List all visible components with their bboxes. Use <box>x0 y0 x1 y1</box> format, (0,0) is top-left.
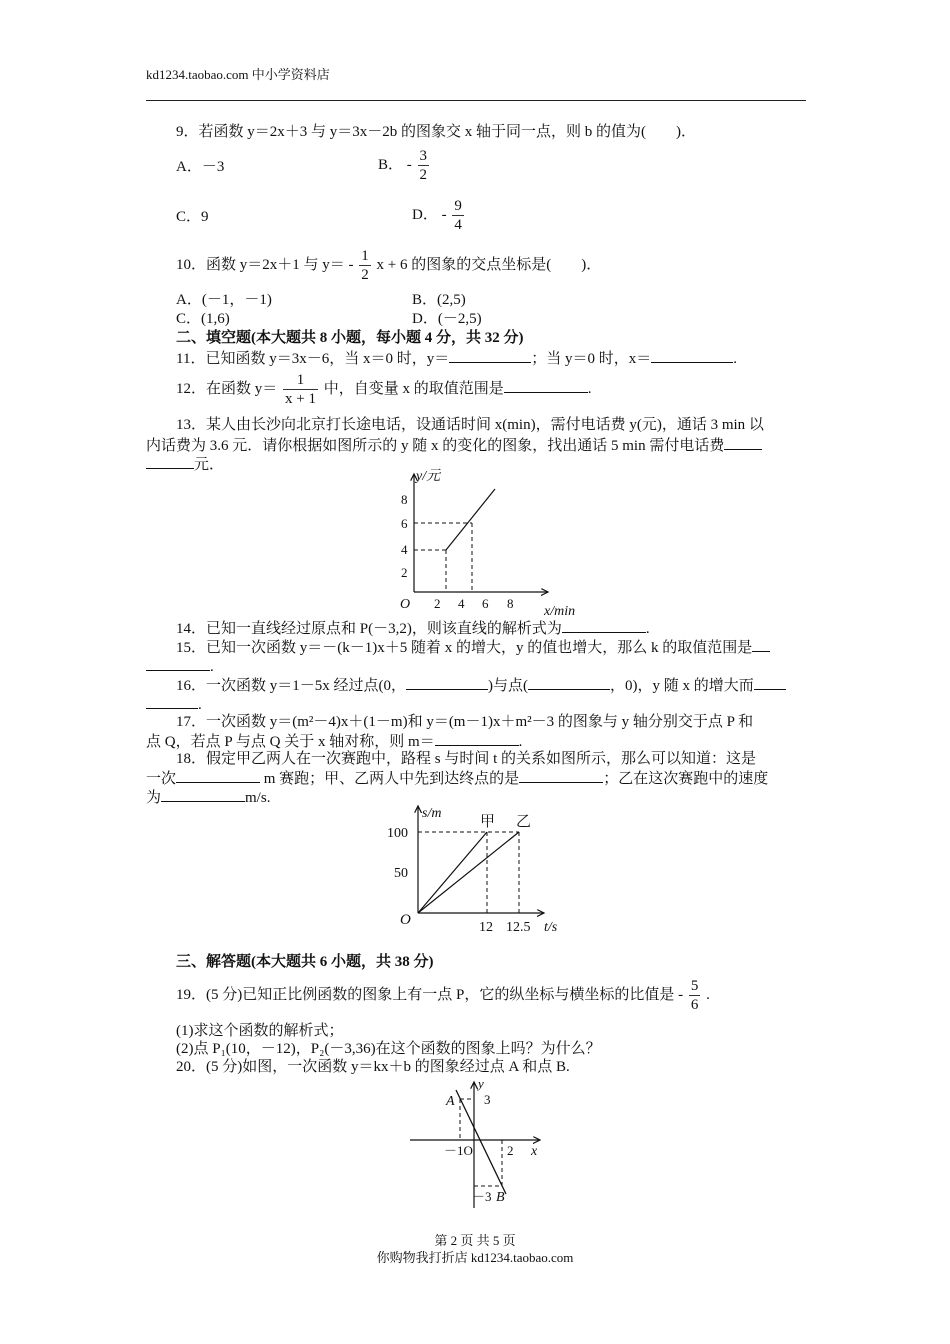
series-yi-label: 乙 <box>516 814 532 830</box>
q19-fraction <box>689 977 701 1014</box>
q16-blank-2[interactable] <box>528 675 610 690</box>
q12-blank[interactable] <box>504 378 588 393</box>
x-tick-6: 6 <box>482 596 489 611</box>
q15-line1 <box>176 637 770 657</box>
x-axis-label: t/s <box>544 920 558 935</box>
graph-race <box>384 800 584 938</box>
q18-line2a: 一次 <box>146 771 177 787</box>
q17-line2b: . <box>518 734 523 750</box>
q16-d: . <box>198 697 202 713</box>
q15-blank-b[interactable] <box>146 656 210 671</box>
q9-b-den: 2 <box>419 167 428 184</box>
y-tick-50: 50 <box>394 866 408 881</box>
q18-line3 <box>146 787 270 807</box>
y-tick-2: 2 <box>401 565 408 580</box>
q18-blank-2[interactable] <box>519 768 603 783</box>
q13-blank-a[interactable] <box>724 435 762 450</box>
label-minus-3: －3 <box>472 1189 492 1204</box>
x-tick-12-5: 12.5 <box>506 920 531 935</box>
q13-line2 <box>146 435 762 455</box>
q14-a: 14．已知一直线经过原点和 P(－3,2)，则该直线的解析式为 <box>176 621 562 637</box>
q19-end: . <box>706 987 710 1003</box>
y-axis-label: y/元 <box>416 469 441 484</box>
q17-line2 <box>146 731 522 751</box>
header-rule <box>146 100 806 101</box>
series-yi-line <box>418 832 519 913</box>
q11 <box>176 348 737 368</box>
footer-page: 第 2 页 共 5 页 <box>434 1233 516 1248</box>
q9-b-fraction <box>418 147 430 184</box>
q10-fraction <box>359 247 371 284</box>
q18-line2c: ；乙在这次赛跑中的速度 <box>603 771 769 787</box>
q18-line2 <box>146 768 768 788</box>
series-jia-label: 甲 <box>480 814 496 830</box>
q12 <box>176 369 592 409</box>
q19-part2: (2)点 P₁(10，－12)，P₂(－3,36)在这个函数的图象上吗？为什么？ <box>176 1041 601 1057</box>
graph-phone-cost <box>390 466 590 618</box>
origin-label: O <box>400 912 411 928</box>
q18-line1: 18．假定甲乙两人在一次赛跑中，路程 s 与时间 t 的关系如图所示，那么可以知道：这是 <box>176 751 757 767</box>
q9-d-num: 9 <box>454 198 462 215</box>
header-shop: kd1234.taobao.com 中小学资料店 <box>146 67 330 82</box>
q16-b: )与点( <box>488 678 528 694</box>
y-axis-label: s/m <box>422 806 442 821</box>
label-2: 2 <box>507 1143 514 1158</box>
q15-line2 <box>146 656 214 676</box>
q9-d-prefix: D． - <box>412 207 447 223</box>
q10-stem-a: 10．函数 y＝2x＋1 与 y＝ - <box>176 257 354 273</box>
series-jia-line <box>418 832 487 913</box>
y-axis-label: y <box>478 1076 484 1091</box>
q12-den: x + 1 <box>285 391 316 408</box>
y-tick-4: 4 <box>401 542 408 557</box>
q10-option-b: B．(2,5) <box>412 292 466 308</box>
q14-blank[interactable] <box>562 618 646 633</box>
q13-line3-text: 元． <box>194 457 225 473</box>
q12-b: 中，自变量 x 的取值范围是 <box>323 381 504 397</box>
q18-line3b: m/s. <box>245 790 271 806</box>
q16-c: ，0)，y 随 x 的增大而 <box>610 678 754 694</box>
q15-blank-a[interactable] <box>752 637 770 652</box>
q19-stem-text: 19．(5 分)已知正比例函数的图象上有一点 P，它的纵坐标与横坐标的比值是 - <box>176 987 684 1003</box>
q16-blank-1[interactable] <box>406 675 488 690</box>
q10-stem <box>176 245 601 285</box>
label-3: 3 <box>484 1092 491 1107</box>
q18-line2b: m 赛跑；甲、乙两人中先到达终点的是 <box>263 771 520 787</box>
q16-blank-3a[interactable] <box>754 675 786 690</box>
q11-a: 11．已知函数 y＝3x－6，当 x＝0 时，y＝ <box>176 351 450 367</box>
q11-blank-1[interactable] <box>449 348 531 363</box>
q10-den: 2 <box>361 267 369 284</box>
q18-line3a: 为 <box>146 790 162 806</box>
q16-line2 <box>146 694 202 714</box>
q16-blank-3b[interactable] <box>146 694 198 709</box>
q17-line2a: 点 Q，若点 P 与点 Q 关于 x 轴对称，则 m＝ <box>146 734 435 750</box>
q19-num: 5 <box>690 978 699 995</box>
y-tick-100: 100 <box>387 826 408 841</box>
q18-blank-1[interactable] <box>176 768 260 783</box>
x-axis-label: x/min <box>544 604 576 618</box>
q11-c: . <box>733 351 737 367</box>
q13-blank-b[interactable] <box>146 454 194 469</box>
q9-d-den: 4 <box>454 217 462 234</box>
q19-stem <box>176 975 710 1015</box>
q9-option-c: C．9 <box>176 209 209 225</box>
q9-option-b <box>378 145 431 185</box>
label-minus-1-origin: －1O <box>444 1143 473 1158</box>
q10-num: 1 <box>361 248 369 265</box>
q16-line1 <box>176 675 786 695</box>
cost-line <box>446 489 495 550</box>
q9-stem: 9．若函数 y＝2x＋3 与 y＝3x－2b 的图象交 x 轴于同一点，则 b 的值为( )． <box>176 124 696 140</box>
q12-num: 1 <box>296 372 305 389</box>
q13-line2-text: 内话费为 3.6 元．请你根据如图所示的 y 随 x 的变化的图象，找出通话 5 min 需付电话费 <box>146 438 725 454</box>
q14 <box>176 618 650 638</box>
q15-b: . <box>210 659 214 675</box>
q9-option-d <box>412 195 466 235</box>
x-tick-4: 4 <box>458 596 465 611</box>
q19-part1: (1)求这个函数的解析式； <box>176 1023 344 1039</box>
q12-c: . <box>587 381 592 397</box>
q10-option-a: A．(－1，－1) <box>176 292 272 308</box>
line-ab <box>456 1090 506 1194</box>
footer-shop: 你购物我打折店 kd1234.taobao.com <box>376 1250 574 1265</box>
q11-b: ；当 y＝0 时，x＝ <box>531 351 652 367</box>
section3-title: 三、解答题(本大题共 6 小题，共 38 分) <box>176 954 434 970</box>
point-a-label: A <box>446 1094 455 1109</box>
q9-d-fraction <box>452 197 464 234</box>
q16-a: 16．一次函数 y＝1－5x 经过点(0， <box>176 678 406 694</box>
q9-option-a: A．－3 <box>176 159 225 175</box>
q20-stem: 20．(5 分)如图，一次函数 y＝kx＋b 的图象经过点 A 和点 B. <box>176 1059 570 1075</box>
y-tick-8: 8 <box>401 492 408 507</box>
point-b-label: B <box>496 1190 505 1205</box>
x-axis-label: x <box>531 1144 538 1159</box>
graph-linear-ab <box>400 1074 560 1214</box>
q15-a: 15．已知一次函数 y＝－(k－1)x＋5 随着 x 的增大，y 的值也增大，那么 k 的取值范围是 <box>176 640 753 656</box>
q12-a: 12．在函数 y＝ <box>176 381 278 397</box>
x-tick-2: 2 <box>434 596 441 611</box>
q10-option-d: D．(－2,5) <box>412 311 482 327</box>
q17-line1: 17．一次函数 y＝(m²－4)x＋(1－m)和 y＝(m－1)x＋m²－3 的图象与 y 轴分别交于点 P 和 <box>176 714 754 730</box>
section2-title: 二、填空题(本大题共 8 小题，每小题 4 分，共 32 分) <box>176 330 524 346</box>
q13-line3 <box>146 454 224 474</box>
y-tick-6: 6 <box>401 516 408 531</box>
q12-fraction <box>283 371 318 408</box>
q13-line1: 13．某人由长沙向北京打长途电话，设通话时间 x(min)，需付电话费 y(元)，通话 3 min 以 <box>176 417 764 433</box>
q10-stem-b: x + 6 的图象的交点坐标是( )． <box>376 257 602 273</box>
q9-b-num: 3 <box>419 148 428 165</box>
x-tick-8: 8 <box>507 596 514 611</box>
x-tick-12: 12 <box>479 920 493 935</box>
q17-blank[interactable] <box>435 731 519 746</box>
q19-den: 6 <box>690 997 699 1014</box>
q9-b-prefix: B． - <box>378 157 412 173</box>
q11-blank-2[interactable] <box>651 348 733 363</box>
q18-blank-3[interactable] <box>161 787 245 802</box>
origin-label: O <box>400 597 411 612</box>
q14-b: . <box>645 621 650 637</box>
q10-option-c: C．(1,6) <box>176 311 230 327</box>
